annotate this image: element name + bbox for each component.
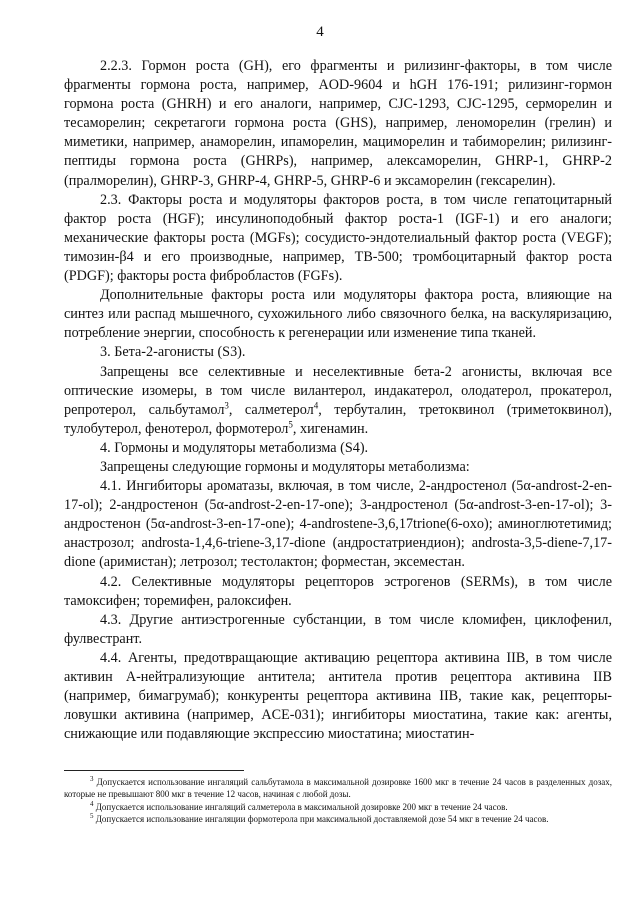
text-segment: , тербуталин, третоквинол (триметоквинол), тулобутерол, фенотерол, формотерол	[64, 401, 612, 437]
footnotes	[64, 776, 612, 826]
section-heading-s4: 4. Гормоны и модуляторы метаболизма (S4).	[100, 439, 369, 456]
text-segment: , салметерол	[228, 401, 314, 418]
paragraph-4-1: 4.1. Ингибиторы ароматазы, включая, в том числе, 2-андростенол (5α-androst-2-en-17-ol); 2-андростенон (5α-androst-2-en-17-one); 3-андростенол (5α-androst-3-en-17-ol); 3-андростенон (5α-androst-3-en-17-one); 4-androstene-3,6,17trione(6-oxo); аминоглютетимид; анастрозол; androsta-1,4,6-triene-3,17-dione (андростатриендион); androsta-3,5-diene-7,17-dione (аримистан); летрозол; тестолактон; форместан, эксеместан.	[64, 478, 612, 571]
paragraph-s4-intro: Запрещены следующие гормоны и модуляторы метаболизма:	[100, 458, 470, 475]
footnote-ref-4[interactable]: 4	[313, 399, 319, 410]
paragraph-2-3: 2.3. Факторы роста и модуляторы факторов роста, в том числе гепатоцитарный фактор роста (HGF); инсулиноподобный фактор роста-1 (IGF-1) и его аналоги; механические факторы роста (MGFs); сосудисто-эндотелиальный фактор роста (VEGF); тимозин-β4 и его производные, например, ТВ-500; тромбоцитарный фактор роста (PDGF); факторы роста фибробластов (FGFs).	[64, 191, 612, 285]
footnote-ref-3[interactable]: 3	[224, 399, 229, 410]
paragraph-4-2: 4.2. Селективные модуляторы рецепторов эстрогенов (SERMs), в том числе тамоксифен; торемифен, ралоксифен.	[64, 573, 612, 609]
footnote-mark: 3	[90, 775, 94, 783]
footnote-text: Допускается использование ингаляции формотерола при максимальной доставляемой дозе 54 мкг в течение 24 часов.	[95, 814, 549, 825]
paragraph-4-3: 4.3. Другие антиэстрогенные субстанции, в том числе кломифен, циклофенил, фулвестрант.	[64, 611, 612, 647]
page-number: 4	[316, 24, 324, 40]
paragraph-beta2-agonists	[64, 363, 612, 439]
paragraph-2-2-3: 2.2.3. Гормон роста (GH), его фрагменты и рилизинг-факторы, в том числе фрагменты гормона роста, например, AOD-9604 и hGH 176-191; рилизинг-гормон гормона роста (GHRH) и его аналоги, например, CJC-1293, CJC-1295, серморелин и тесаморелин; секретагоги гормона роста (GHS), например, леноморелин (грелин) и миметики, например, анаморелин, ипаморелин, мациморелин и табиморелин; рилизинг-пептиды гормона роста (GHRPs), например, алексаморелин, GHRP-1, GHRP-2 (пралморелин), GHRP-3, GHRP-4, GHRP-5, GHRP-6 и эксаморелин (гексарелин).	[64, 58, 612, 189]
text-segment: Запрещены все селективные и неселективные бета-2 агонисты, включая все оптические изомеры, в том числе вилантерол, индакатерол, олодатерол, прокатерол, репротерол, сальбутамол	[64, 363, 612, 418]
footnote-mark: 4	[90, 799, 94, 808]
document-body	[64, 57, 612, 744]
paragraph-4-4: 4.4. Агенты, предотвращающие активацию рецептора активина IIB, в том числе активин А-нейтрализующие антитела; антитела против рецептора активина IIB (например, бимагрумаб); конкуренты рецептора активина IIB, такие как, рецепторы-ловушки активина (например, ACE-031); ингибиторы миостатина, такие как: агенты, снижающие или подавляющие экспрессию миостатина; миостатин-	[64, 649, 612, 743]
paragraph-additional-growth-factors: Дополнительные факторы роста или модуляторы фактора роста, влияющие на синтез или распад мышечного, сухожильного либо связочного белка, на васкуляризацию, потребление энергии, способность к регенерации или изменение типа тканей.	[64, 287, 612, 342]
footnote-5	[64, 813, 612, 825]
footnote-3	[64, 776, 612, 801]
footnote-text: Допускается использование ингаляций сальбутамола в максимальной дозировке 1600 мкг в течение 24 часов в разделенных дозах, которые не превышают 800 мкг в течение 12 часов, начиная с любой дозы.	[64, 777, 612, 800]
footnote-mark: 5	[90, 812, 94, 821]
text-segment: , хигенамин.	[292, 420, 369, 437]
footnote-4	[64, 801, 612, 813]
footnote-divider	[64, 770, 244, 771]
footnote-ref-5[interactable]: 5	[288, 419, 293, 430]
footnote-text: Допускается использование ингаляций салметерола в максимальной дозировке 200 мкг в течение 24 часов.	[95, 801, 508, 812]
section-heading-s3: 3. Бета-2-агонисты (S3).	[100, 344, 246, 361]
